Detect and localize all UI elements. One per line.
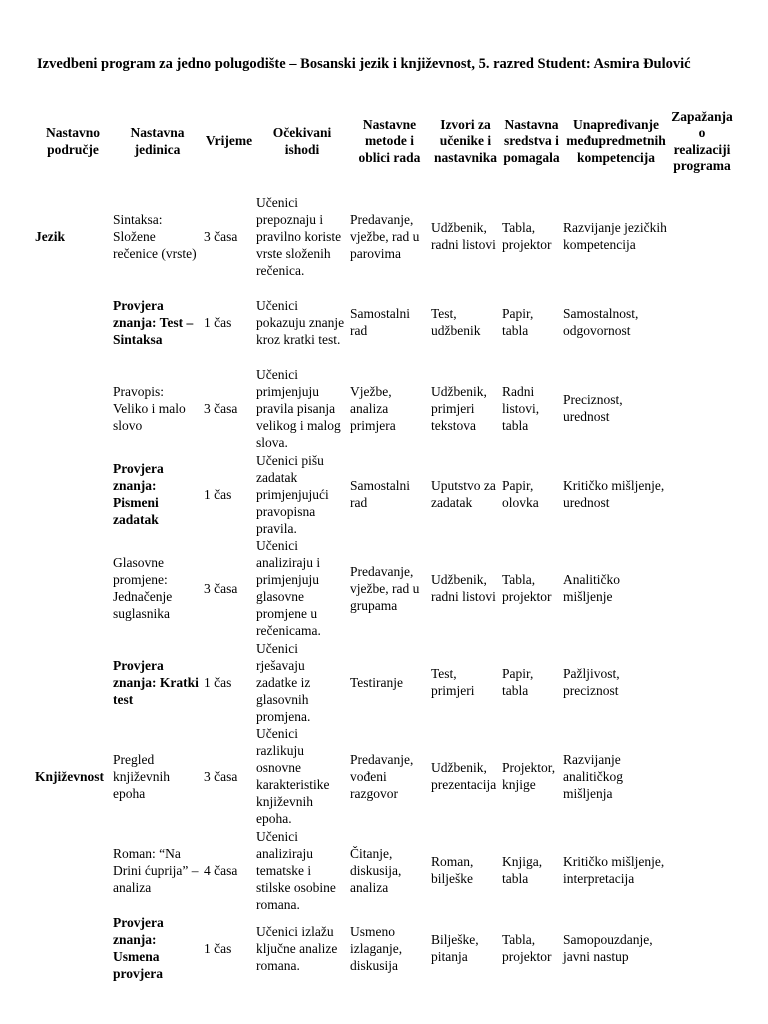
cell-outcomes: Učenici rješavaju zadatke iz glasovnih promjena.	[256, 640, 311, 724]
cell-area	[34, 365, 112, 451]
cell-aids: Papir, tabla	[502, 306, 534, 338]
cell-outcomes: Učenici razlikuju osnovne karakteristike književnih epoha.	[256, 726, 330, 826]
cell-time: 3 časa	[204, 768, 238, 784]
cell-unit: Provjera znanja: Pismeni zadatak	[113, 461, 164, 527]
cell-competencies: Razvijanje jezičkih kompetencija	[563, 220, 667, 252]
cell-area	[34, 279, 112, 365]
cell-notes	[670, 725, 734, 827]
cell-competencies: Kritičko mišljenje, interpretacija	[563, 854, 665, 886]
cell-competencies: Razvijanje analitičkog mišljenja	[563, 751, 623, 801]
cell-unit: Pravopis: Veliko i malo slovo	[113, 383, 186, 433]
table-row	[34, 725, 734, 827]
cell-area	[34, 827, 112, 913]
cell-sources: Test, udžbenik	[431, 306, 481, 338]
cell-competencies: Analitičko mišljenje	[563, 572, 620, 604]
curriculum-table	[34, 90, 734, 983]
cell-outcomes: Učenici analiziraju i primjenjuju glasovne promjene u rečenicama.	[256, 538, 321, 638]
cell-notes	[670, 827, 734, 913]
cell-aids: Radni listovi, tabla	[502, 383, 540, 433]
cell-unit: Provjera znanja: Test – Sintaksa	[113, 297, 194, 347]
cell-area	[34, 639, 112, 725]
cell-outcomes: Učenici primjenjuju pravila pisanja velikog i malog slova.	[256, 366, 341, 450]
cell-sources: Uputstvo za zadatak	[431, 478, 496, 510]
cell-methods: Samostalni rad	[350, 478, 410, 510]
cell-notes	[670, 193, 734, 279]
cell-time: 3 časa	[204, 580, 238, 596]
cell-unit: Provjera znanja: Usmena provjera	[113, 915, 164, 981]
cell-notes	[670, 451, 734, 537]
cell-methods: Predavanje, vođeni razgovor	[350, 751, 414, 801]
cell-aids: Knjiga, tabla	[502, 854, 543, 886]
cell-notes	[670, 279, 734, 365]
cell-area	[34, 537, 112, 639]
cell-aids: Papir, olovka	[502, 478, 539, 510]
cell-sources: Test, primjeri	[431, 666, 475, 698]
cell-time: 1 čas	[204, 674, 232, 690]
cell-unit: Provjera znanja: Kratki test	[113, 657, 199, 707]
table-row	[34, 451, 734, 537]
cell-notes	[670, 537, 734, 639]
cell-sources: Roman, bilješke	[431, 854, 474, 886]
cell-time: 1 čas	[204, 940, 232, 956]
cell-methods: Vježbe, analiza primjera	[350, 383, 396, 433]
cell-competencies: Samostalnost, odgovornost	[563, 306, 639, 338]
cell-sources: Udžbenik, prezentacija	[431, 760, 497, 792]
cell-outcomes: Učenici pokazuju znanje kroz kratki test.	[256, 297, 345, 347]
cell-outcomes: Učenici pišu zadatak primjenjujući pravopisna pravila.	[256, 452, 329, 536]
header-unit: Nastavna jedinica	[130, 125, 185, 157]
header-sources: Izvori za učenike i nastavnika	[433, 116, 498, 165]
cell-notes	[670, 913, 734, 983]
cell-sources: Bilješke, pitanja	[431, 932, 479, 964]
cell-outcomes: Učenici analiziraju tematske i stilske osobine romana.	[256, 828, 336, 912]
cell-area: Jezik	[35, 228, 65, 244]
cell-outcomes: Učenici prepoznaju i pravilno koriste vrste složenih rečenica.	[256, 194, 342, 278]
cell-methods: Čitanje, diskusija, analiza	[350, 845, 402, 895]
cell-methods: Testiranje	[350, 674, 404, 690]
cell-time: 1 čas	[204, 314, 232, 330]
document-title: Izvedbeni program za jedno polugodište – Bosanski jezik i književnost, 5. razred Student: Asmira Đulović	[37, 56, 691, 72]
cell-methods: Samostalni rad	[350, 306, 410, 338]
cell-aids: Tabla, projektor	[502, 220, 552, 252]
cell-competencies: Pažljivost, preciznost	[563, 666, 620, 698]
cell-time: 3 časa	[204, 228, 238, 244]
cell-unit: Glasovne promjene: Jednačenje suglasnika	[113, 555, 173, 621]
cell-unit: Pregled književnih epoha	[113, 751, 170, 801]
cell-sources: Udžbenik, radni listovi	[431, 220, 496, 252]
table-row	[34, 537, 734, 639]
cell-time: 1 čas	[204, 486, 232, 502]
cell-time: 4 časa	[204, 862, 238, 878]
cell-competencies: Samopouzdanje, javni nastup	[563, 932, 653, 964]
cell-methods: Predavanje, vježbe, rad u grupama	[350, 563, 420, 613]
header-time: Vrijeme	[205, 133, 253, 149]
cell-outcomes: Učenici izlažu ključne analize romana.	[256, 923, 338, 973]
cell-aids: Tabla, projektor	[502, 572, 552, 604]
cell-sources: Udžbenik, radni listovi	[431, 572, 496, 604]
table-row	[34, 193, 734, 279]
cell-notes	[670, 639, 734, 725]
header-notes: Zapažanja o realizaciji programa	[671, 108, 733, 173]
table-row	[34, 365, 734, 451]
header-area: Nastavno područje	[45, 125, 100, 157]
header-row	[34, 90, 734, 193]
header-outcomes: Očekivani ishodi	[272, 125, 332, 157]
cell-aids: Tabla, projektor	[502, 932, 552, 964]
cell-unit: Roman: “Na Drini ćuprija” – analiza	[113, 845, 199, 895]
table-row	[34, 827, 734, 913]
cell-area: Književnost	[35, 768, 104, 784]
header-methods: Nastavne metode i oblici rada	[358, 116, 421, 165]
table-row	[34, 279, 734, 365]
cell-aids: Projektor, knjige	[502, 760, 556, 792]
cell-aids: Papir, tabla	[502, 666, 534, 698]
cell-time: 3 časa	[204, 400, 238, 416]
cell-sources: Udžbenik, primjeri tekstova	[431, 383, 487, 433]
cell-unit: Sintaksa: Složene rečenice (vrste)	[113, 211, 197, 261]
cell-notes	[670, 365, 734, 451]
cell-methods: Predavanje, vježbe, rad u parovima	[350, 211, 420, 261]
header-competencies: Unapređivanje međupredmetnih kompetencija	[566, 116, 666, 165]
cell-area	[34, 913, 112, 983]
header-aids: Nastavna sredstva i pomagala	[503, 116, 560, 165]
table-row	[34, 913, 734, 983]
cell-methods: Usmeno izlaganje, diskusija	[350, 923, 403, 973]
cell-area	[34, 451, 112, 537]
cell-competencies: Preciznost, urednost	[563, 392, 623, 424]
cell-competencies: Kritičko mišljenje, urednost	[563, 478, 665, 510]
table-row	[34, 639, 734, 725]
